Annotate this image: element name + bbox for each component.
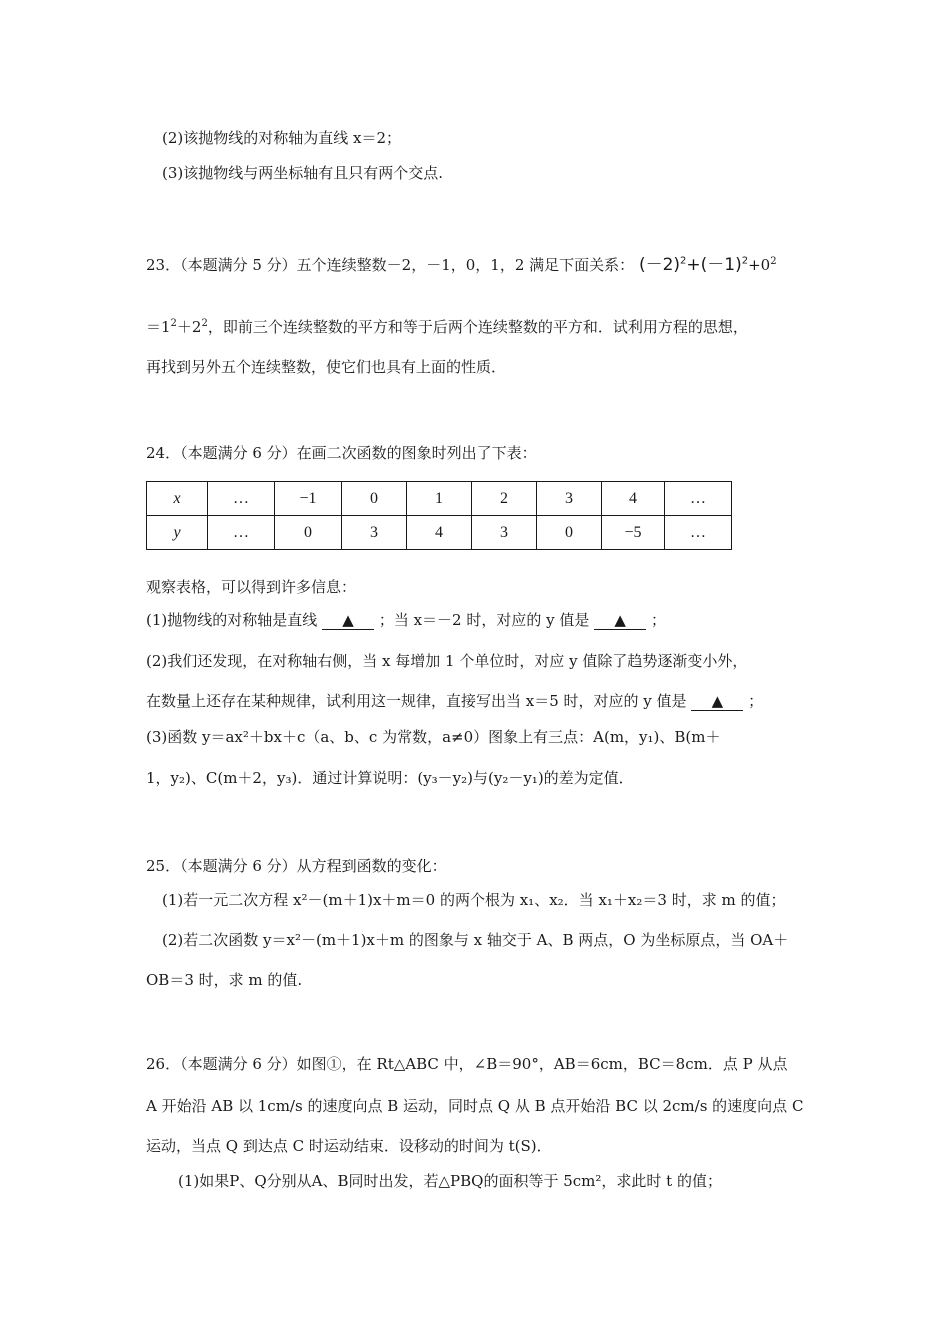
q22-item-2: (2)该抛物线的对称轴为直线 x＝2；: [162, 129, 402, 147]
value-table: [146, 481, 732, 550]
q25-part-2-line-2: OB＝3 时，求 m 的值.: [146, 971, 303, 989]
table-cell: 3: [537, 482, 602, 516]
table-cell: …: [665, 516, 732, 550]
table-cell: −1: [275, 482, 342, 516]
q24-part-3-line-1: (3)函数 y＝ax²＋bx＋c（a、b、c 为常数，a≠0）图象上有三点：A(m，y₁)、B(m＋: [146, 728, 721, 746]
q23-expression: $(-2)^2+(-1)^2$: [638, 255, 749, 275]
table-cell: 0: [537, 516, 602, 550]
table-cell: 2: [472, 482, 537, 516]
table-row-y: [147, 516, 732, 550]
table-cell: 0: [275, 516, 342, 550]
table-cell: …: [665, 482, 732, 516]
q24-part-1: (1)抛物线的对称轴是直线 ▲ ；当 x＝－2 时，对应的 y 值是 ▲ ；: [146, 611, 666, 629]
answer-blank[interactable]: ▲: [322, 611, 374, 630]
answer-blank[interactable]: ▲: [594, 611, 646, 630]
q24-part-2-line-2: 在数量上还存在某种规律，试利用这一规律，直接写出当 x＝5 时，对应的 y 值是 ▲ ；: [146, 692, 764, 710]
table-cell: …: [208, 516, 275, 550]
q23-line-2: $=1^2+2^2$，即前三个连续整数的平方和等于后两个连续整数的平方和．试利用方程的思想，: [146, 318, 748, 336]
table-header-x: x: [147, 482, 208, 516]
q25-part-2-line-1: (2)若二次函数 y＝x²－(m＋1)x＋m 的图象与 x 轴交于 A、B 两点，O 为坐标原点，当 OA＋: [162, 931, 789, 949]
table-cell: …: [208, 482, 275, 516]
q24-part-3-line-2: 1，y₂)、C(m＋2，y₃)．通过计算说明：(y₃－y₂)与(y₂－y₁)的差为定值．: [146, 769, 634, 787]
q26-line-1: 26．（本题满分 6 分）如图①，在 Rt△ABC 中，∠B＝90°，AB＝6cm，BC＝8cm．点 P 从点: [146, 1055, 788, 1073]
table-row-x: [147, 482, 732, 516]
q26-line-2: A 开始沿 AB 以 1cm/s 的速度向点 B 运动，同时点 Q 从 B 点开始沿 BC 以 2cm/s 的速度向点 C: [146, 1097, 804, 1115]
q25-intro: 25．（本题满分 6 分）从方程到函数的变化：: [146, 857, 447, 875]
table-header-y: y: [147, 516, 208, 550]
table-cell: 4: [602, 482, 665, 516]
table-cell: 1: [407, 482, 472, 516]
table-cell: 3: [472, 516, 537, 550]
table-cell: 3: [342, 516, 407, 550]
table-cell: 4: [407, 516, 472, 550]
q24-observe: 观察表格，可以得到许多信息：: [146, 578, 357, 596]
q25-part-1: (1)若一元二次方程 x²－(m＋1)x＋m＝0 的两个根为 x₁、x₂．当 x₁＋x₂＝3 时，求 m 的值；: [162, 891, 786, 909]
q23-line-1: 23．（本题满分 5 分）五个连续整数－2，－1，0，1，2 满足下面关系： $(-2)^2+(-1)^2+0^2$: [146, 255, 777, 275]
q23-line-3: 再找到另外五个连续整数，使它们也具有上面的性质．: [146, 358, 507, 376]
table-cell: −5: [602, 516, 665, 550]
answer-blank[interactable]: ▲: [691, 692, 743, 711]
q26-part-1: (1)如果P、Q分别从A、B同时出发，若△PBQ的面积等于 5cm²，求此时 t 的值；: [178, 1172, 722, 1190]
q26-line-3: 运动，当点 Q 到达点 C 时运动结束．设移动的时间为 t(S)．: [146, 1137, 552, 1155]
q22-item-3: (3)该抛物线与两坐标轴有且只有两个交点.: [162, 164, 444, 182]
q24-part-2-line-1: (2)我们还发现，在对称轴右侧，当 x 每增加 1 个单位时，对应 y 值除了趋势逐渐变小外，: [146, 652, 748, 670]
q23-text: 23．（本题满分 5 分）五个连续整数－2，－1，0，1，2 满足下面关系：: [146, 256, 635, 274]
q24-intro: 24．（本题满分 6 分）在画二次函数的图象时列出了下表：: [146, 444, 537, 462]
table-cell: 0: [342, 482, 407, 516]
